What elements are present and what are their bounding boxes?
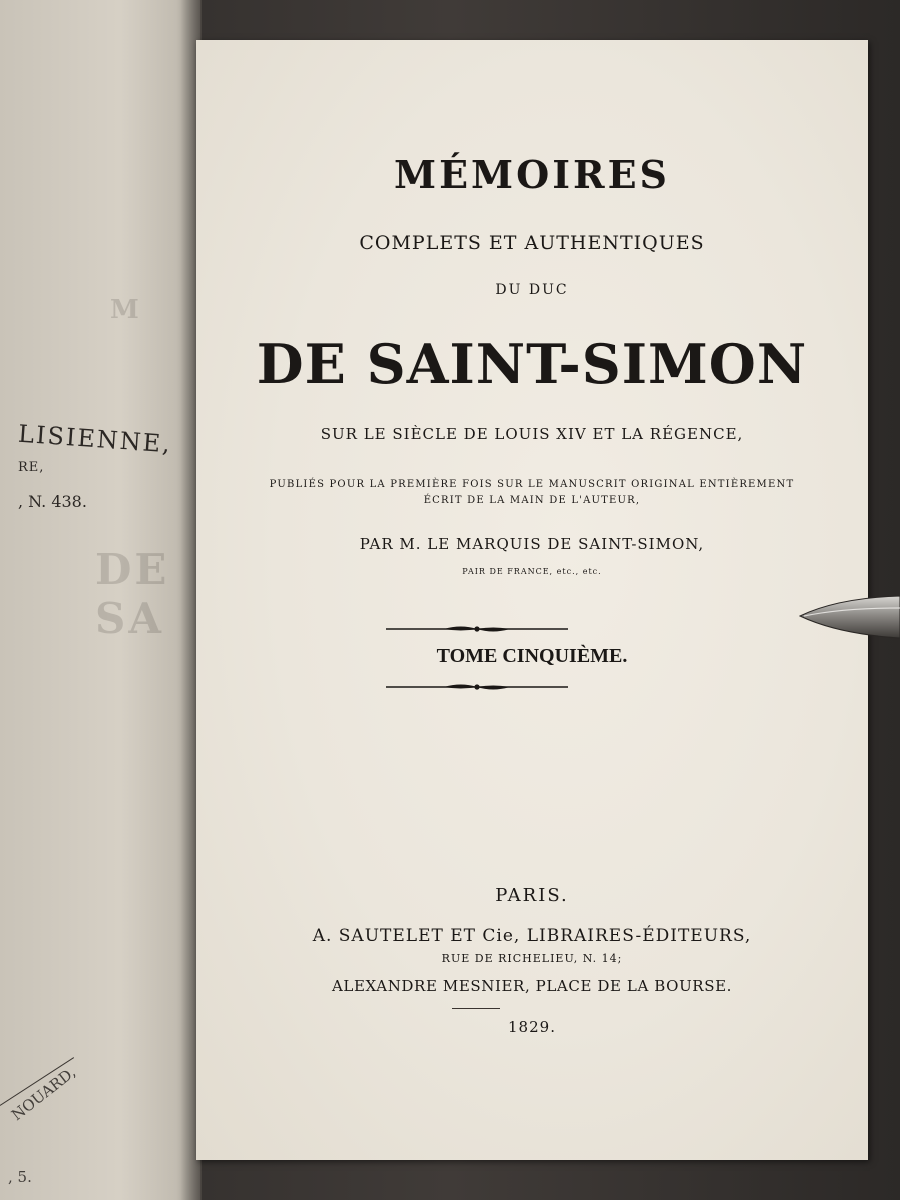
metal-pointer-icon	[798, 594, 900, 642]
subject-line: SUR LE SIÈCLE DE LOUIS XIV ET LA RÉGENCE,	[320, 425, 744, 443]
title-page-content	[196, 40, 868, 1160]
author-name: DE SAINT-SIMON	[256, 332, 808, 396]
short-divider	[452, 1008, 500, 1009]
book-title: MÉMOIRES	[394, 152, 670, 197]
ornamental-rule-bottom	[386, 681, 568, 693]
publisher-line: A. SAUTELET ET Cie, LIBRAIRES-ÉDITEURS,	[312, 926, 752, 946]
bleed-through-text: DE SA	[95, 545, 170, 643]
editor-line: PAR M. LE MARQUIS DE SAINT-SIMON,	[359, 535, 705, 553]
bleed-through-text: M	[110, 295, 142, 325]
co-publisher-line: ALEXANDRE MESNIER, PLACE DE LA BOURSE.	[331, 977, 732, 995]
left-page-text: , N. 438.	[18, 492, 87, 511]
editor-title: PAIR DE FRANCE, etc., etc.	[462, 567, 602, 576]
publication-note-line: ÉCRIT DE LA MAIN DE L'AUTEUR,	[423, 495, 641, 506]
title-page	[196, 40, 868, 1160]
volume-label: TOME CINQUIÈME.	[436, 645, 628, 667]
imprint-city: PARIS.	[495, 885, 569, 906]
publication-note-line: PUBLIÉS POUR LA PREMIÈRE FOIS SUR LE MANUSCRIT ORIGINAL ENTIÈREMENT	[269, 479, 795, 490]
left-page-text: RE,	[18, 460, 45, 475]
ornamental-rule-top	[386, 623, 568, 635]
book-subtitle: COMPLETS ET AUTHENTIQUES	[359, 232, 705, 254]
left-page-text: , 5.	[8, 1168, 32, 1186]
du-duc-line: DU DUC	[495, 282, 569, 298]
publisher-address: RUE DE RICHELIEU, N. 14;	[441, 952, 623, 965]
left-page-text: LISIENNE,	[17, 419, 173, 459]
publication-year: 1829.	[508, 1018, 556, 1036]
left-facing-page	[0, 0, 202, 1200]
left-page-text: NOUARD,	[8, 1063, 79, 1125]
